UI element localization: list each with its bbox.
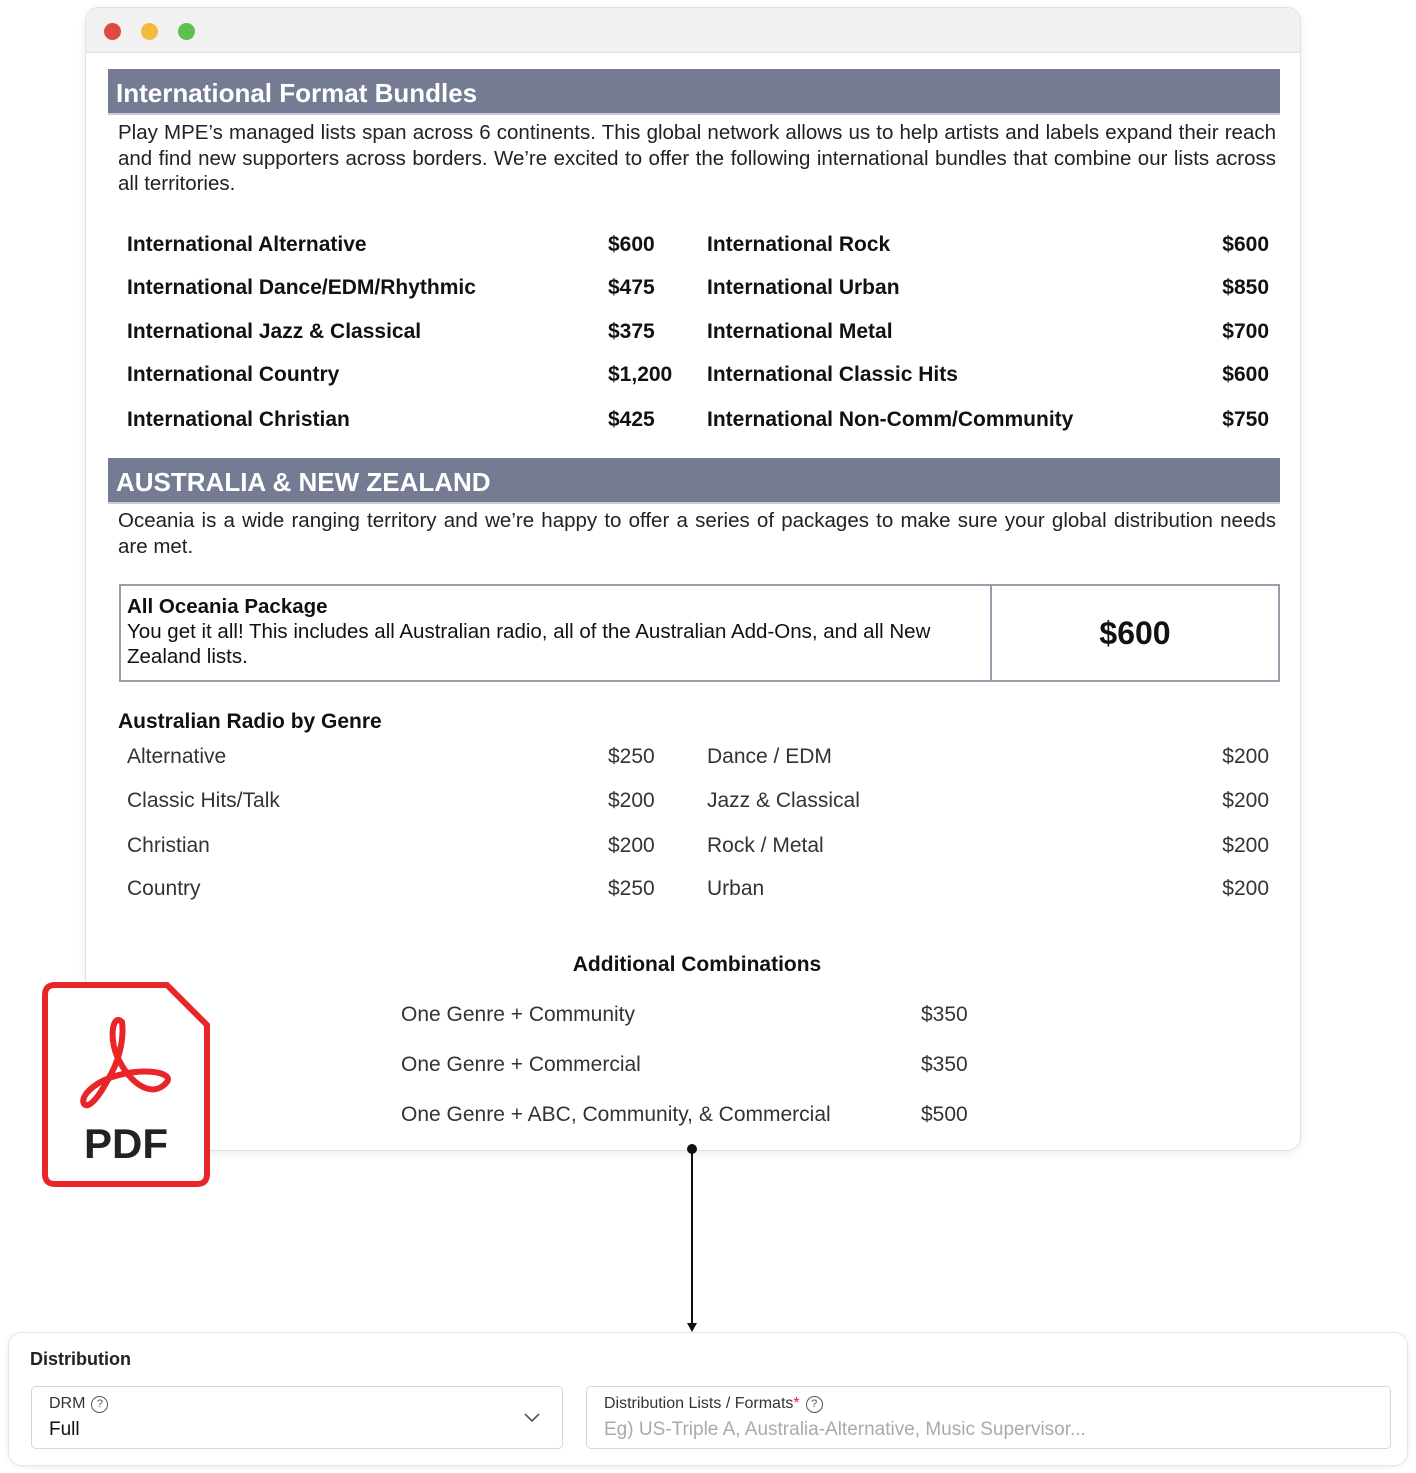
- bundle-name: International Country: [127, 363, 340, 386]
- bundle-name: International Alternative: [127, 233, 367, 256]
- genre-heading: Australian Radio by Genre: [118, 710, 382, 733]
- genre-name: Country: [127, 877, 201, 900]
- bundle-name: International Rock: [707, 233, 891, 256]
- bundle-price: $1,200: [608, 363, 673, 386]
- maximize-button[interactable]: [178, 23, 195, 40]
- genre-name: Christian: [127, 834, 210, 857]
- connector-arrow: [686, 1143, 700, 1335]
- required-marker: *: [793, 1395, 800, 1412]
- help-icon[interactable]: ?: [806, 1396, 823, 1413]
- bundle-name: International Christian: [127, 408, 350, 431]
- bundle-price: $700: [1222, 320, 1269, 343]
- title-bar: [86, 8, 1300, 53]
- bundle-name: International Metal: [707, 320, 893, 343]
- genre-price: $200: [1222, 834, 1269, 857]
- distribution-heading: Distribution: [30, 1349, 131, 1369]
- combo-name: One Genre + Commercial: [401, 1053, 641, 1076]
- lists-label: Distribution Lists / Formats: [604, 1395, 794, 1412]
- bundle-price: $850: [1222, 276, 1269, 299]
- bundle-name: International Jazz & Classical: [127, 320, 422, 343]
- genre-name: Classic Hits/Talk: [127, 789, 280, 812]
- genre-name: Dance / EDM: [707, 745, 832, 768]
- bundle-price: $600: [1222, 363, 1269, 386]
- distribution-panel: [8, 1332, 1408, 1466]
- genre-name: Urban: [707, 877, 765, 900]
- bundle-price: $425: [608, 408, 655, 431]
- bundle-name: International Urban: [707, 276, 900, 299]
- pdf-label: PDF: [84, 1120, 168, 1167]
- bundle-price: $600: [1222, 233, 1269, 256]
- combos-heading: Additional Combinations: [572, 953, 822, 976]
- drm-value: Full: [49, 1419, 80, 1440]
- bundle-price: $600: [608, 233, 655, 256]
- bundle-price: $750: [1222, 408, 1269, 431]
- minimize-button[interactable]: [141, 23, 158, 40]
- document-window: [85, 7, 1301, 1151]
- combo-price: $500: [921, 1103, 968, 1126]
- genre-name: Rock / Metal: [707, 834, 824, 857]
- genre-name: Jazz & Classical: [707, 789, 860, 812]
- package-title: All Oceania Package: [127, 595, 328, 618]
- combo-name: One Genre + Community: [401, 1003, 636, 1026]
- bundle-name: International Dance/EDM/Rhythmic: [127, 276, 476, 299]
- bundle-price: $475: [608, 276, 655, 299]
- pdf-file-icon: [42, 982, 210, 1187]
- bundle-name: International Non-Comm/Community: [707, 408, 1074, 431]
- package-price: $600: [1099, 614, 1171, 651]
- genre-price: $200: [1222, 877, 1269, 900]
- intl-section-header: International Format Bundles: [108, 69, 1280, 115]
- genre-price: $250: [608, 877, 655, 900]
- distribution-lists-input[interactable]: [586, 1386, 1391, 1449]
- bundle-name: International Classic Hits: [707, 363, 958, 386]
- combo-price: $350: [921, 1053, 968, 1076]
- combo-price: $350: [921, 1003, 968, 1026]
- genre-price: $200: [608, 789, 655, 812]
- help-icon[interactable]: ?: [91, 1396, 108, 1413]
- close-button[interactable]: [104, 23, 121, 40]
- genre-name: Alternative: [127, 745, 227, 768]
- drm-label: DRM: [49, 1395, 86, 1412]
- combo-name: One Genre + ABC, Community, & Commercial: [401, 1103, 831, 1126]
- genre-price: $200: [1222, 745, 1269, 768]
- chevron-down-icon: [524, 1413, 540, 1423]
- anz-description: Oceania is a wide ranging territory and we’re happy to offer a series of packages to make sure your global distribution needs are met.: [118, 509, 1276, 558]
- genre-price: $200: [608, 834, 655, 857]
- drm-select[interactable]: [31, 1386, 563, 1449]
- genre-price: $200: [1222, 789, 1269, 812]
- lists-placeholder: Eg) US-Triple A, Australia-Alternative, Music Supervisor...: [604, 1419, 1086, 1440]
- package-text: You get it all! This includes all Australian radio, all of the Australian Add-Ons, and all New Zealand lists.: [127, 620, 931, 668]
- genre-price: $250: [608, 745, 655, 768]
- oceania-package: [119, 584, 1280, 682]
- intl-description: Play MPE’s managed lists span across 6 continents. This global network allows us to help artists and labels expand their reach and find new supporters across borders. We’re excited to offer the following international bundles that combine our lists across all territories.: [118, 121, 1276, 195]
- bundle-price: $375: [608, 320, 655, 343]
- anz-section-header: AUSTRALIA & NEW ZEALAND: [108, 458, 1280, 504]
